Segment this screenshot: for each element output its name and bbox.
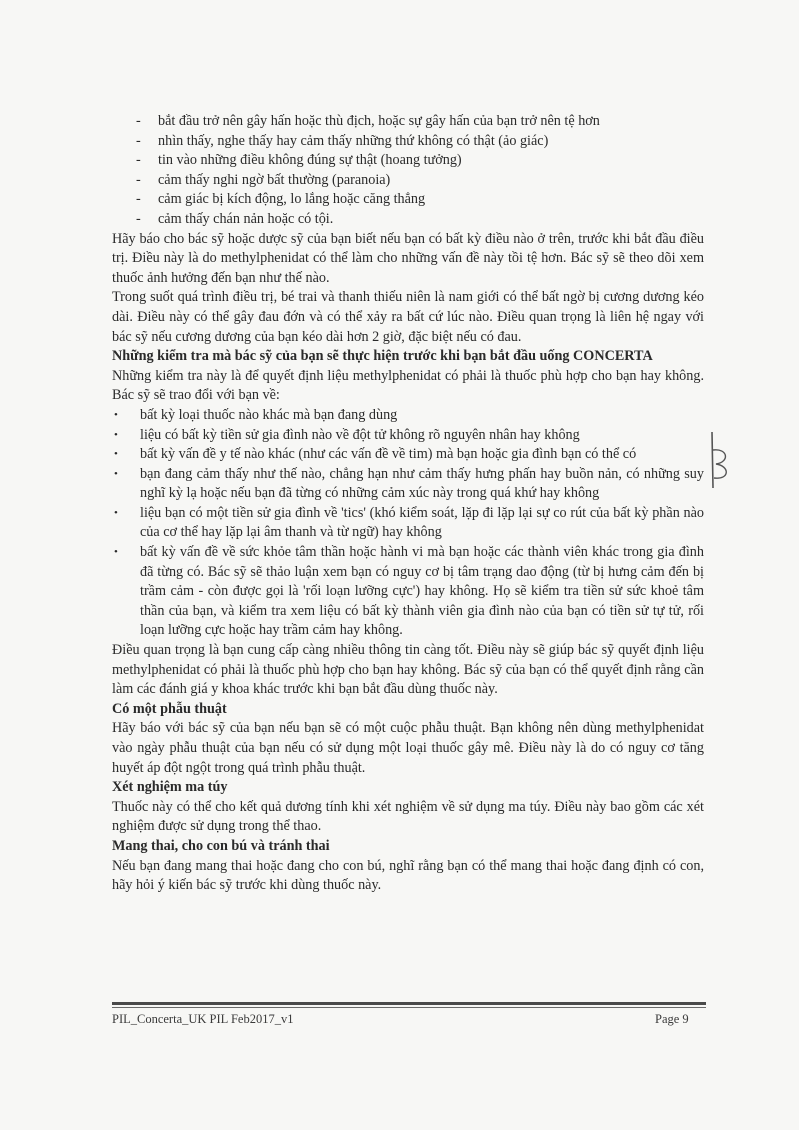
list-item-text: bạn đang cảm thấy như thế nào, chẳng hạn như cảm thấy hưng phấn hay buồn nản, có những suy nghĩ kỳ lạ hoặc nếu bạn đã từng có những cảm xúc này trong quá khứ hay không [140,465,704,502]
dash-marker: - [136,113,141,129]
dash-marker: - [136,132,141,149]
bullet-marker: • [114,428,118,441]
list-item [112,132,704,152]
dash-marker: - [136,191,141,208]
list-item [112,171,704,191]
footer-page-number: Page 9 [655,1012,689,1026]
checks-bullet-list [112,406,704,641]
list-item [112,190,704,210]
dash-marker: - [136,171,141,188]
list-item-text: tin vào những điều không đúng sự thật (hoang tưởng) [158,152,462,169]
list-item-text: cảm thấy nghi ngờ bất thường (paranoia) [158,171,391,188]
list-item-text: bắt đầu trở nên gây hấn hoặc thù địch, hoặc sự gây hấn của bạn trở nên tệ hơn [158,113,600,129]
heading-checks: Những kiểm tra mà bác sỹ của bạn sẽ thực hiện trước khi bạn bắt đầu uống CONCERTA [112,348,653,365]
list-item-text: bất kỳ vấn đề y tế nào khác (như các vấn đề về tim) mà bạn hoặc gia đình bạn có thể có [140,446,637,463]
paragraph-important: Điều quan trọng là bạn cung cấp càng nhiều thông tin càng tốt. Điều này sẽ giúp bác sỹ quyết định liệu methylphenidat có phải là thuốc phù hợp cho bạn hay không. Bác sỹ của bạn có thể quyết định rằng cần làm các đánh giá y khoa khác trước khi bạn bắt đầu dùng thuốc này. [112,642,704,698]
list-item-text: liệu bạn có một tiền sử gia đình về 'tics' (khó kiểm soát, lặp đi lặp lại sự co rút của bất kỳ phần nào của cơ thể hay lặp lại âm thanh và từ ngữ) hay không [140,504,704,541]
paragraph-tell-doctor: Hãy báo cho bác sỹ hoặc dược sỹ của bạn biết nếu bạn có bất kỳ điều nào ở trên, trước khi bắt đầu điều trị. Điều này là do methylphenidat có thể làm cho những vấn đề này tồi tệ hơn. Bác sỹ sẽ theo dõi xem thuốc ảnh hưởng đến bạn như thế nào. [112,230,704,286]
bullet-marker: • [114,448,118,461]
list-item [112,406,704,426]
bullet-marker: • [114,506,118,519]
paragraph-drug-test: Thuốc này có thể cho kết quả dương tính khi xét nghiệm về sử dụng ma túy. Điều này bao gồm các xét nghiệm được sử dụng trong thể thao. [112,798,704,835]
footer-document-id: PIL_Concerta_UK PIL Feb2017_v1 [112,1012,294,1026]
bullet-marker: • [114,467,118,480]
list-item-text: liệu có bất kỳ tiền sử gia đình nào về đột tử không rõ nguyên nhân hay không [140,426,580,443]
list-item-text: cảm giác bị kích động, lo lắng hoặc căng thẳng [158,191,426,208]
paragraph-priapism: Trong suốt quá trình điều trị, bé trai và thanh thiếu niên là nam giới có thể bất ngờ bị cương dương kéo dài. Điều này có thể gây đau đớn và có thể xảy ra bất cứ lúc nào. Điều quan trọng là liên hệ ngay với bác sỹ nếu cương dương của bạn kéo dài hơn 2 giờ, đặc biệt nếu có đau. [112,289,704,345]
heading-pregnancy: Mang thai, cho con bú và tránh thai [112,837,330,854]
heading-surgery: Có một phẫu thuật [112,700,227,717]
paragraph-surgery: Hãy báo với bác sỹ của bạn nếu bạn sẽ có một cuộc phẫu thuật. Bạn không nên dùng methylphenidat vào ngày phẫu thuật của bạn nếu có sử dụng một loại thuốc gây mê. Điều này là do có nguy cơ tăng huyết áp đột ngột trong quá trình phẫu thuật. [112,720,704,776]
list-item [112,426,704,446]
list-item-text: nhìn thấy, nghe thấy hay cảm thấy những thứ không có thật (ảo giác) [158,132,549,149]
footer-divider-thin [112,1007,706,1008]
list-item [112,504,704,543]
paragraph-checks: Những kiểm tra này là để quyết định liệu methylphenidat có phải là thuốc phù hợp cho bạn hay không. Bác sỹ sẽ trao đổi với bạn về: [112,367,704,404]
list-item-text: cảm thấy chán nản hoặc có tội. [158,210,334,227]
list-item [112,445,704,465]
page-content [112,112,704,896]
paragraph-pregnancy: Nếu bạn đang mang thai hoặc đang cho con bú, nghĩ rằng bạn có thể mang thai hoặc đang định có con, hãy hỏi ý kiến bác sỹ trước khi dùng thuốc này. [112,857,704,894]
bullet-marker: • [114,408,118,421]
list-item-text: bất kỳ vấn đề về sức khỏe tâm thần hoặc hành vi mà bạn hoặc các thành viên khác trong gia đình đã từng có. Bác sỹ sẽ thảo luận xem bạn có nguy cơ bị tâm trạng dao động (từ bị hưng cảm đến bị trầm cảm - còn được gọi là 'rối loạn lưỡng cực') hay không. Họ sẽ kiểm tra tiền sử sức khoẻ tâm thần của bạn, và kiểm tra xem liệu có bất kỳ thành viên gia đình nào của bạn có tiền sử tự tử, rối loạn lưỡng cực hoặc hay trầm cảm hay không. [140,544,704,639]
heading-drug-test: Xét nghiệm ma túy [112,779,228,796]
dash-marker: - [136,152,141,169]
list-item [112,151,704,171]
list-item-text: bất kỳ loại thuốc nào khác mà bạn đang dùng [140,406,398,423]
dash-marker: - [136,210,141,227]
pen-mark-icon [700,428,740,492]
list-item [112,112,704,132]
list-item [112,543,704,641]
warning-dash-list [112,112,704,230]
list-item [112,465,704,504]
bullet-marker: • [114,546,118,559]
list-item [112,210,704,230]
footer-divider [112,1002,706,1005]
